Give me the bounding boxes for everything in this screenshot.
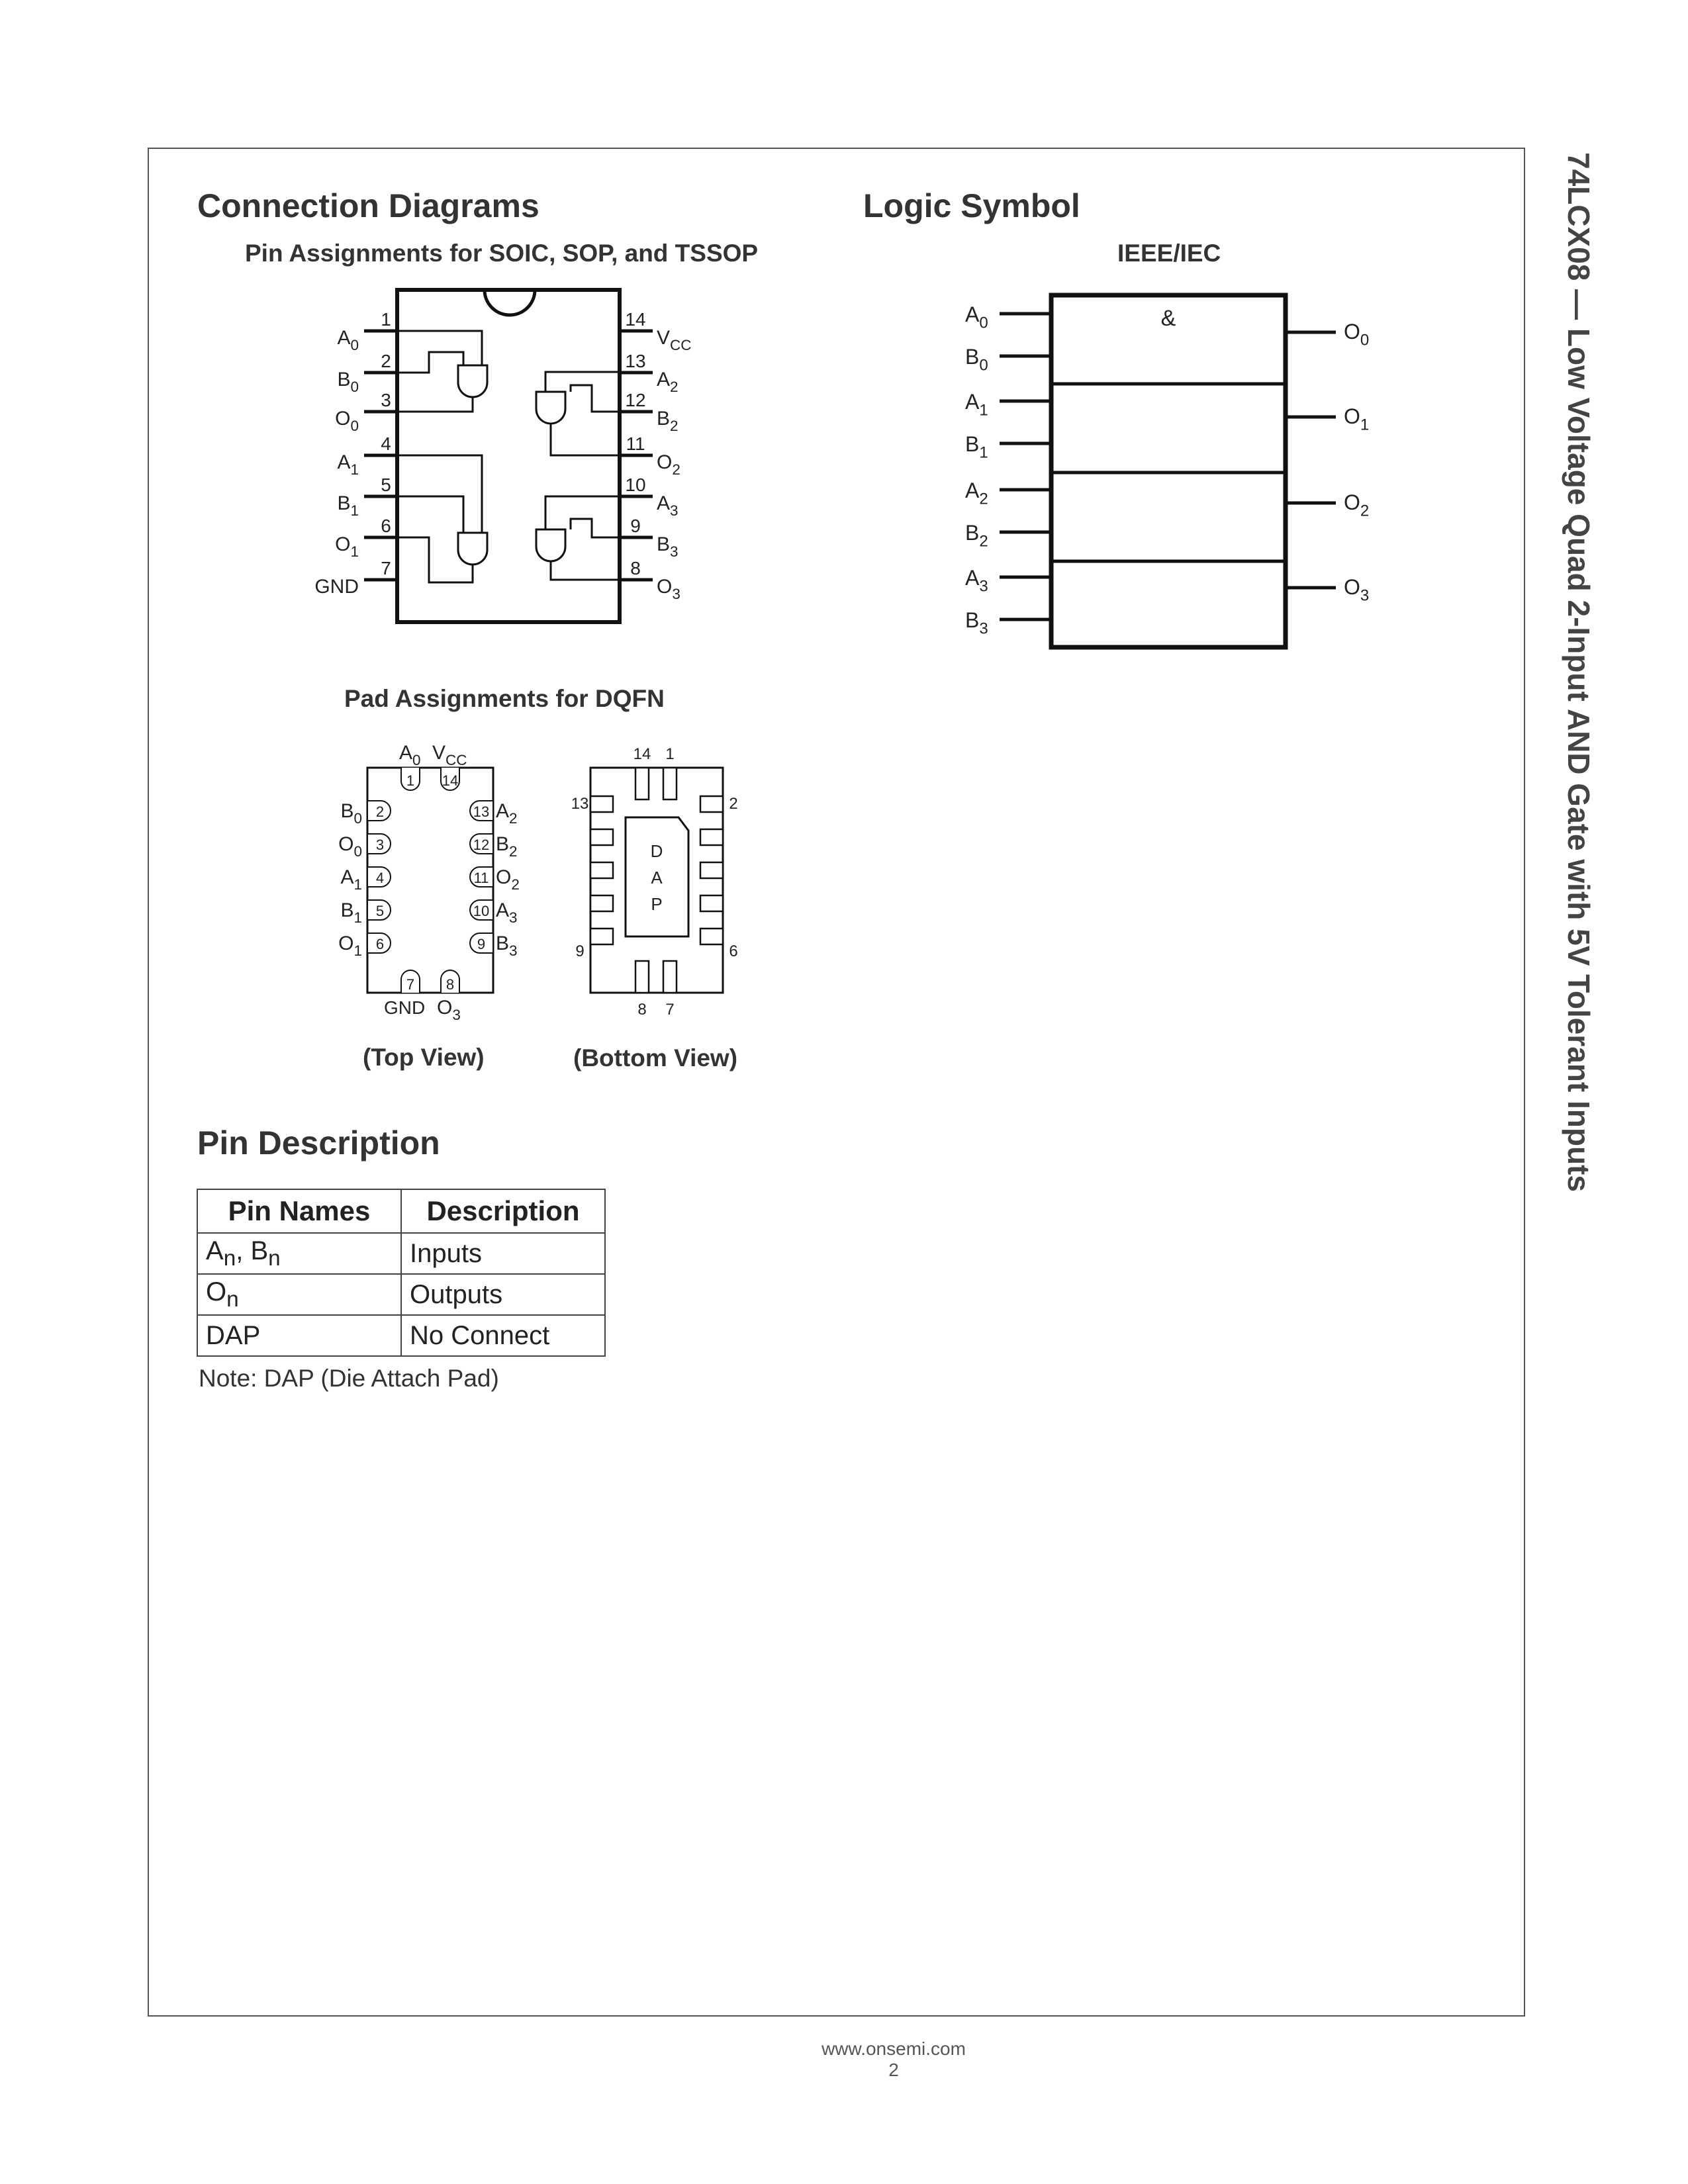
- output-label: $O_0$: [1344, 320, 1370, 349]
- output-label: $O_2$: [1344, 490, 1370, 520]
- connection-diagrams-title: Connection Diagrams: [197, 187, 539, 224]
- pad-label: $B_3$: [496, 933, 518, 959]
- header-pin-names: Pin Names: [197, 1189, 401, 1233]
- input-label: $B_0$: [965, 345, 988, 375]
- pin-name-cell: $O_n$: [197, 1274, 401, 1315]
- pad-number: 1: [665, 745, 675, 763]
- pin-desc-cell: Outputs: [401, 1274, 605, 1315]
- pin-number: 13: [625, 351, 646, 371]
- dap-letter: P: [651, 894, 663, 914]
- pad-number: 2: [375, 803, 385, 820]
- pin-desc-cell: Inputs: [401, 1233, 605, 1274]
- pin-number: 1: [381, 309, 391, 330]
- dqfn-bottom-view: [563, 738, 761, 1023]
- pad: [700, 829, 723, 845]
- pad: [590, 862, 613, 878]
- pin-number: 10: [625, 475, 646, 495]
- pad-number: 7: [406, 976, 415, 993]
- input-label: $B_3$: [965, 608, 988, 638]
- pad: [700, 895, 723, 911]
- pad-assignments-title: Pad Assignments for DQFN: [344, 685, 665, 712]
- pad: [663, 768, 677, 799]
- pin-number: 6: [381, 516, 391, 536]
- pad-label: $B_2$: [496, 833, 518, 860]
- pin-label: $B_2$: [657, 408, 679, 434]
- pad-number: 14: [633, 745, 651, 763]
- pad-label: $B_0$: [340, 800, 362, 827]
- pad-number: 6: [375, 936, 385, 952]
- pin-label: $V_{CC}$: [657, 327, 692, 353]
- header-description: Description: [401, 1189, 605, 1233]
- pad-number: 13: [473, 803, 490, 820]
- pin-label: $B_3$: [657, 533, 679, 560]
- pad: [700, 862, 723, 878]
- pin-number: 4: [381, 433, 391, 454]
- pad-number: 9: [477, 936, 486, 952]
- pad-label: $O_3$: [437, 997, 461, 1023]
- pad-label: GND: [384, 997, 426, 1018]
- input-label: $B_2$: [965, 521, 988, 551]
- pad: [635, 768, 649, 799]
- pad-number: 11: [473, 870, 489, 886]
- pad-number: 6: [729, 942, 738, 960]
- pad-label: $A_1$: [340, 866, 362, 893]
- pin-description-table: [197, 1189, 606, 1357]
- pad-label: $A_3$: [496, 899, 518, 926]
- pad: [590, 929, 613, 944]
- table-row: [197, 1315, 605, 1356]
- pad-number: 13: [571, 795, 589, 813]
- pad-number: 5: [375, 903, 385, 919]
- input-label: $A_3$: [965, 566, 988, 596]
- pad-number: 14: [442, 772, 459, 789]
- pin-label: $O_2$: [657, 451, 680, 478]
- pad: [663, 961, 677, 993]
- pin-number: 7: [381, 558, 391, 578]
- pad-number: 8: [445, 976, 455, 993]
- logic-symbol-title: Logic Symbol: [863, 187, 1080, 224]
- pin-label: $A_1$: [337, 451, 359, 478]
- pad-number: 1: [406, 772, 415, 789]
- footer-url: www.onsemi.com: [821, 2038, 966, 2059]
- pin-number: 5: [381, 475, 391, 495]
- pin-number: 2: [381, 351, 391, 371]
- pin-label: $A_2$: [657, 369, 679, 395]
- pin-number: 12: [625, 390, 646, 410]
- pin-number: 9: [630, 516, 641, 536]
- pad-label: $A_2$: [496, 800, 518, 827]
- bottom-view-label: (Bottom View): [573, 1044, 738, 1071]
- pin-assignments-title: Pin Assignments for SOIC, SOP, and TSSOP: [245, 240, 759, 267]
- pad: [635, 961, 649, 993]
- pin-label: $B_0$: [337, 369, 359, 395]
- pin-label: $A_0$: [337, 327, 359, 353]
- side-title-container: [1556, 152, 1609, 1277]
- input-label: $A_0$: [965, 302, 988, 332]
- input-label: $B_1$: [965, 432, 988, 462]
- pad: [700, 796, 723, 812]
- pad-label: $O_1$: [338, 933, 362, 959]
- pad-number: 4: [375, 870, 385, 886]
- pad-number: 10: [473, 903, 490, 919]
- pin-label: $O_1$: [335, 533, 359, 560]
- input-label: $A_1$: [965, 390, 988, 420]
- logic-symbol-diagram: [953, 285, 1417, 662]
- dap-letter: D: [650, 841, 663, 861]
- pin-label: GND: [314, 576, 359, 598]
- table-header-row: [197, 1189, 605, 1233]
- pad-label: $B_1$: [340, 899, 362, 926]
- pad-number: 3: [375, 837, 385, 853]
- input-label: $A_2$: [965, 478, 988, 508]
- output-label: $O_3$: [1344, 575, 1370, 605]
- pad-number: 2: [729, 795, 738, 813]
- pin-label: $A_3$: [657, 492, 679, 519]
- pad: [700, 929, 723, 944]
- pin-label: $O_3$: [657, 576, 680, 602]
- pad-label: $A_0$: [399, 742, 421, 768]
- output-label: $O_1$: [1344, 404, 1370, 434]
- pin-label: $O_0$: [335, 408, 359, 434]
- logic-standard-label: IEEE/IEC: [1117, 240, 1221, 267]
- pad-number: 9: [575, 942, 585, 960]
- pad-label: $O_0$: [338, 833, 362, 860]
- top-view-label: (Top View): [363, 1044, 485, 1071]
- dqfn-top-view: [328, 738, 553, 1023]
- pad: [590, 796, 613, 812]
- pin-number: 8: [630, 558, 641, 578]
- pad-number: 7: [665, 1001, 675, 1019]
- pad-number: 12: [473, 837, 490, 853]
- pin-name-cell: DAP: [197, 1315, 401, 1356]
- pin-name-cell: $A_n$, $B_n$: [197, 1233, 401, 1274]
- dap-letter: A: [651, 868, 663, 887]
- pad: [590, 895, 613, 911]
- pad-label: $O_2$: [496, 866, 520, 893]
- pad: [590, 829, 613, 845]
- pin-description-title: Pin Description: [197, 1124, 440, 1161]
- page-number: 2: [888, 2060, 899, 2080]
- table-row: [197, 1274, 605, 1315]
- pin-number: 14: [625, 309, 646, 330]
- pin-number: 11: [626, 433, 645, 454]
- and-symbol: &: [1160, 306, 1176, 331]
- pin-desc-cell: No Connect: [401, 1315, 605, 1356]
- pad-number: 8: [637, 1001, 647, 1019]
- dap-note: Note: DAP (Die Attach Pad): [199, 1365, 499, 1392]
- side-title: 74LCX08 — Low Voltage Quad 2-Input AND Gate with 5V Tolerant Inputs: [1562, 152, 1596, 1192]
- pin-number: 3: [381, 390, 391, 410]
- table-row: [197, 1233, 605, 1274]
- pad-label: $V_{CC}$: [432, 742, 467, 768]
- pin-label: $B_1$: [337, 492, 359, 519]
- soic-connection-diagram: [311, 278, 722, 635]
